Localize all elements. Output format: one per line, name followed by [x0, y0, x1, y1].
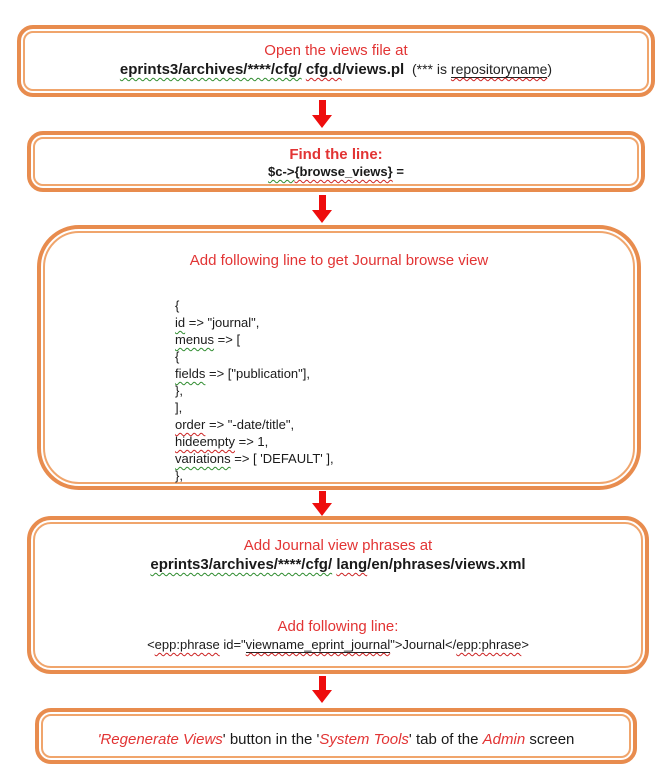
- step4-box: [27, 516, 649, 674]
- code-line: menus => [: [175, 332, 241, 347]
- down-arrow-4-head: [312, 690, 332, 703]
- step4-path-part2: lang: [336, 556, 368, 573]
- step5-text-line: 'Regenerate Views' button in the 'System Tools' tab of the Admin screen: [97, 731, 575, 748]
- step1-note-prefix: (*** is: [404, 61, 451, 77]
- step2-code-eq: =: [392, 164, 404, 179]
- down-arrow-3-head: [312, 503, 332, 516]
- code-key-hideempty: hideempty: [175, 434, 235, 449]
- step2-code-line: [37, 164, 635, 180]
- step2-box: [27, 131, 645, 192]
- code-line: id => "journal",: [175, 315, 260, 330]
- code-line: },: [175, 383, 183, 398]
- code-line: variations => [ 'DEFAULT' ],: [175, 451, 334, 466]
- down-arrow-2-stem: [319, 195, 326, 210]
- step2-code-var: $c->: [268, 164, 295, 179]
- down-arrow-4: [312, 676, 332, 703]
- step4-path-line: [37, 555, 639, 574]
- step1-path-part3: /views.pl: [341, 61, 405, 78]
- code-line: ],: [175, 400, 183, 415]
- step4-path-part3: /en/phrases/views.xml: [367, 556, 526, 573]
- step3-box: [37, 225, 641, 490]
- code-line: fields => ["publication"],: [175, 366, 310, 381]
- down-arrow-2-head: [312, 210, 332, 223]
- down-arrow-2: [312, 195, 332, 223]
- admin-label: Admin: [482, 731, 526, 748]
- step1-path-part2: cfg.d: [305, 61, 342, 78]
- step1-path-line: [27, 60, 645, 79]
- xml-phrase-id: viewname_eprint_journal: [245, 637, 391, 652]
- step1-box: [17, 25, 655, 97]
- code-key-order: order: [175, 417, 206, 432]
- step4-xml-line: <epp:phrase id="viewname_eprint_journal">Journal</epp:phrase>: [147, 637, 529, 652]
- step1-note-suffix: ): [547, 61, 553, 77]
- down-arrow-1: [312, 100, 332, 128]
- step4-path-part1: eprints3/archives/****/cfg/: [150, 556, 333, 573]
- step1-note-word: repositoryname: [450, 61, 548, 77]
- step2-code-key: {browse_views}: [294, 164, 393, 179]
- step5-box: [35, 708, 637, 764]
- code-line: {: [175, 298, 180, 313]
- code-key-id: id: [175, 315, 186, 330]
- step3-code-block: [175, 297, 334, 484]
- regenerate-views-label: 'Regenerate Views: [97, 731, 223, 748]
- code-line: {: [175, 349, 180, 364]
- code-line: },: [175, 468, 183, 483]
- code-key-variations: variations: [175, 451, 231, 466]
- step2-heading: Find the line:: [289, 146, 383, 163]
- down-arrow-4-stem: [319, 676, 326, 690]
- step3-heading: Add following line to get Journal browse view: [189, 252, 489, 269]
- step4-subheading: Add following line:: [277, 618, 399, 635]
- code-key-fields: fields: [175, 366, 206, 381]
- down-arrow-1-head: [312, 115, 332, 128]
- step1-path-part1: eprints3/archives/****/cfg/: [119, 61, 302, 78]
- down-arrow-3-stem: [319, 491, 326, 503]
- code-key-menus: menus: [175, 332, 215, 347]
- step4-heading: Add Journal view phrases at: [243, 537, 433, 554]
- down-arrow-3: [312, 491, 332, 516]
- code-line: hideempty => 1,: [175, 434, 269, 449]
- xml-tag-close: epp:phrase: [456, 637, 522, 652]
- code-line: order => "-date/title",: [175, 417, 295, 432]
- system-tools-label: System Tools: [319, 731, 409, 748]
- step1-heading: Open the views file at: [264, 42, 408, 59]
- xml-tag-open: epp:phrase: [154, 637, 220, 652]
- down-arrow-1-stem: [319, 100, 326, 115]
